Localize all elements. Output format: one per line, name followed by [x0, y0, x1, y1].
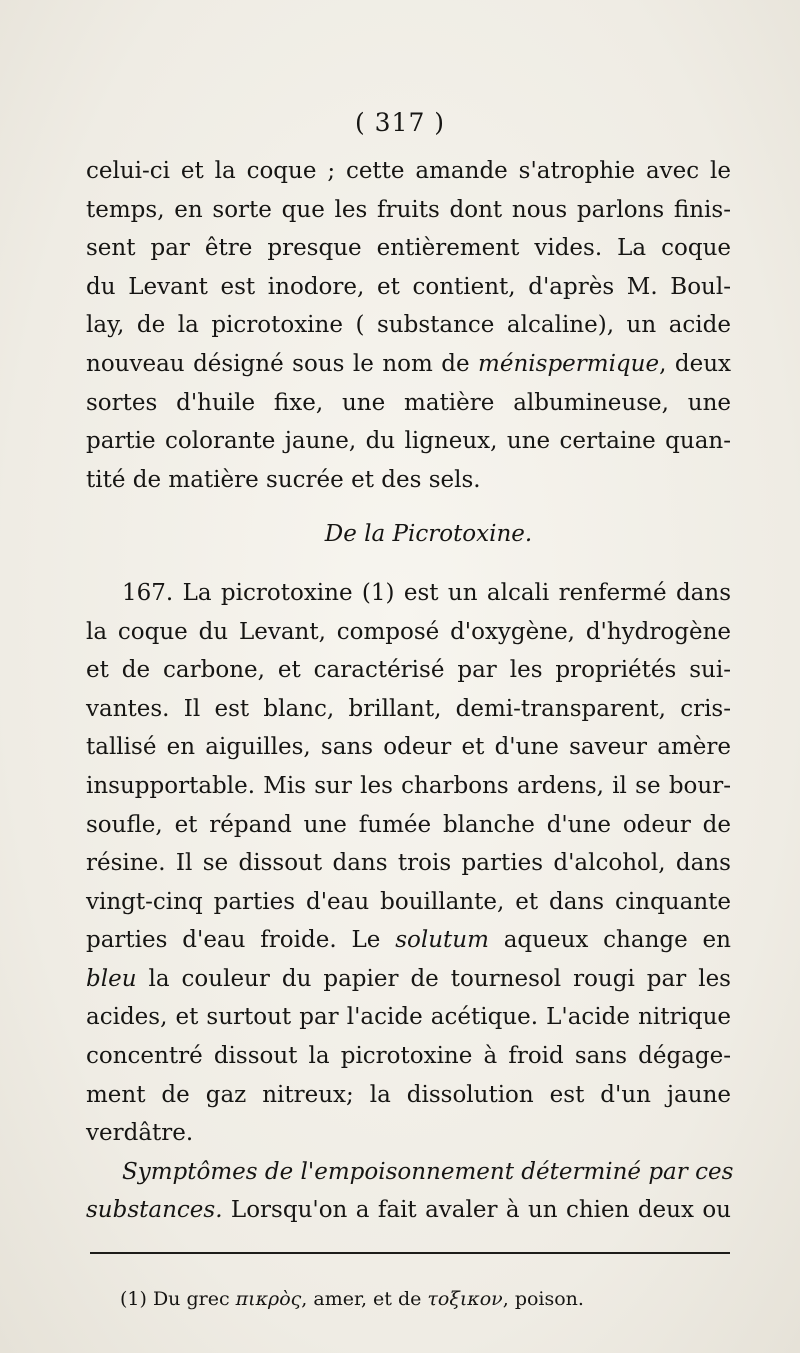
text-line: lay, de la picrotoxine ( substance alcaline), un acide	[86, 312, 731, 339]
text-line: concentré dissout la picrotoxine à froid sans dégage-	[86, 1043, 731, 1070]
text-line: et de carbone, et caractérisé par les propriétés sui-	[86, 657, 731, 684]
text-line: résine. Il se dissout dans trois parties d'alcohol, dans	[86, 850, 731, 877]
text-line: soufle, et répand une fumée blanche d'une odeur de	[86, 811, 731, 838]
text-line: celui-ci et la coque ; cette amande s'atrophie avec le	[86, 158, 731, 184]
text-run: Lorsqu'on a fait avaler à un chien deux ou	[222, 1197, 731, 1224]
italic-term: ménispermique	[478, 350, 660, 377]
text-line: tallisé en aiguilles, sans odeur et d'une saveur amère	[86, 734, 731, 761]
text-run: (1) Du grec	[120, 1288, 236, 1310]
italic-term: bleu	[86, 965, 137, 992]
greek-word: πικρὸς	[235, 1288, 302, 1310]
text-run: parties d'eau froide. Le	[86, 927, 396, 954]
text-run: la couleur du papier de tournesol rougi par les	[136, 965, 731, 992]
body-text	[86, 152, 734, 1230]
page-number: ( 317 )	[354, 108, 446, 137]
footnote	[120, 1288, 584, 1310]
text-line: vingt-cinq parties d'eau bouillante, et dans cinquante	[86, 888, 731, 915]
text-line: temps, en sorte que les fruits dont nous parlons finis-	[86, 196, 731, 223]
text-line: verdâtre.	[86, 1120, 194, 1147]
text-run: nouveau désigné sous le nom de	[86, 350, 479, 377]
text-line	[86, 1191, 731, 1230]
footnote-divider	[90, 1252, 730, 1254]
text-line: du Levant est inodore, et contient, d'après M. Boul-	[86, 273, 731, 300]
italic-term: substances.	[86, 1197, 223, 1224]
text-run: , deux	[659, 350, 731, 377]
text-line: 167. La picrotoxine (1) est un alcali renfermé dans	[122, 579, 731, 606]
greek-word: τοξικον	[427, 1288, 503, 1310]
text-line: tité de matière sucrée et des sels.	[86, 466, 481, 493]
text-line: la coque du Levant, composé d'oxygène, d'hydrogène	[86, 618, 731, 645]
text-line: ment de gaz nitreux; la dissolution est d'un jaune	[86, 1081, 731, 1108]
text-run: , amer, et de	[301, 1288, 428, 1310]
text-line: acides, et surtout par l'acide acétique. L'acide nitrique	[86, 1004, 731, 1031]
text-run: aqueux change en	[488, 927, 731, 954]
text-line: Symptômes de l'empoisonnement déterminé par ces	[122, 1158, 734, 1185]
text-line: sent par être presque entièrement vides. La coque	[86, 235, 731, 262]
text-line: sortes d'huile fixe, une matière albumineuse, une	[86, 389, 731, 416]
text-line	[86, 345, 731, 384]
text-line: partie colorante jaune, du ligneux, une certaine quan-	[86, 428, 731, 455]
italic-term: solutum	[395, 927, 489, 954]
text-run: , poison.	[502, 1288, 584, 1310]
text-line: vantes. Il est blanc, brillant, demi-transparent, cris-	[86, 695, 731, 722]
text-line	[86, 960, 731, 999]
section-heading: De la Picrotoxine.	[324, 521, 533, 548]
text-line: insupportable. Mis sur les charbons ardens, il se bour-	[86, 772, 731, 799]
text-line	[86, 921, 731, 960]
